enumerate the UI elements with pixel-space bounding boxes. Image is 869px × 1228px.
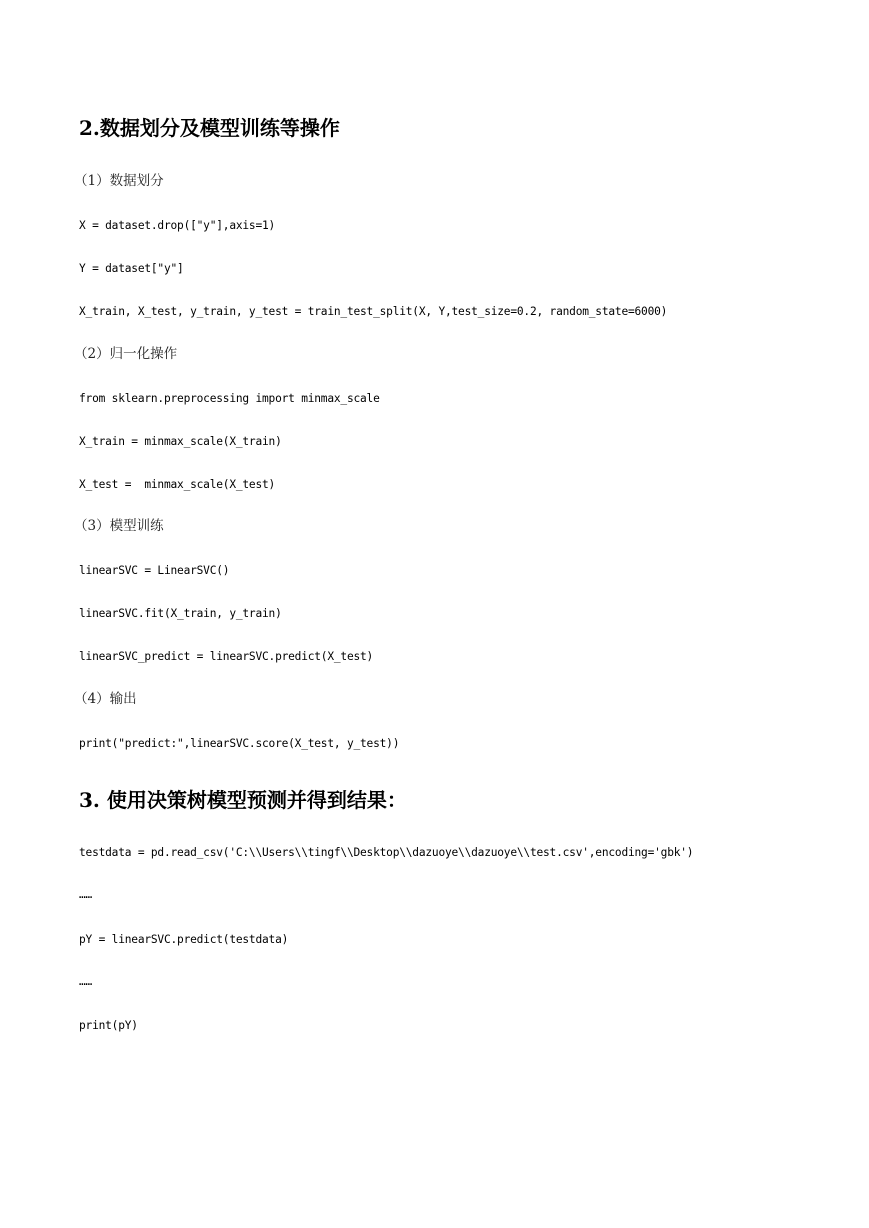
step-1-label: （1）数据划分 bbox=[74, 173, 164, 189]
code-line-scale-train: X_train = minmax_scale(X_train) bbox=[79, 435, 282, 448]
code-line-fit: linearSVC.fit(X_train, y_train) bbox=[79, 607, 282, 620]
code-line-read-csv: testdata = pd.read_csv('C:\\Users\\tingf\\Desktop\\dazuoye\\dazuoye\\test.csv',encoding='gbk') bbox=[79, 846, 694, 859]
code-line-ellipsis-2: …… bbox=[79, 975, 93, 988]
code-line-target: Y = dataset["y"] bbox=[79, 262, 184, 275]
step-4-label: （4）输出 bbox=[74, 691, 137, 707]
code-line-model: linearSVC = LinearSVC() bbox=[79, 564, 230, 577]
section-3-title: 3. 使用决策树模型预测并得到结果： bbox=[79, 788, 407, 812]
step-3-label: （3）模型训练 bbox=[74, 518, 164, 534]
code-line-print-result: print(pY) bbox=[79, 1019, 138, 1032]
code-line-predict-test: pY = linearSVC.predict(testdata) bbox=[79, 933, 289, 946]
code-line-scale-test: X_test = minmax_scale(X_test) bbox=[79, 478, 276, 491]
step-2-label: （2）归一化操作 bbox=[74, 346, 178, 362]
code-line-drop: X = dataset.drop(["y"],axis=1) bbox=[79, 219, 276, 232]
code-line-split: X_train, X_test, y_train, y_test = train_test_split(X, Y,test_size=0.2, random_state=6000) bbox=[79, 305, 668, 318]
code-line-print-score: print("predict:",linearSVC.score(X_test, y_test)) bbox=[79, 737, 400, 750]
code-line-ellipsis-1: …… bbox=[79, 888, 93, 901]
section-2-title: 2.数据划分及模型训练等操作 bbox=[79, 116, 340, 140]
code-line-import: from sklearn.preprocessing import minmax_scale bbox=[79, 392, 380, 405]
code-line-predict: linearSVC_predict = linearSVC.predict(X_test) bbox=[79, 650, 374, 663]
